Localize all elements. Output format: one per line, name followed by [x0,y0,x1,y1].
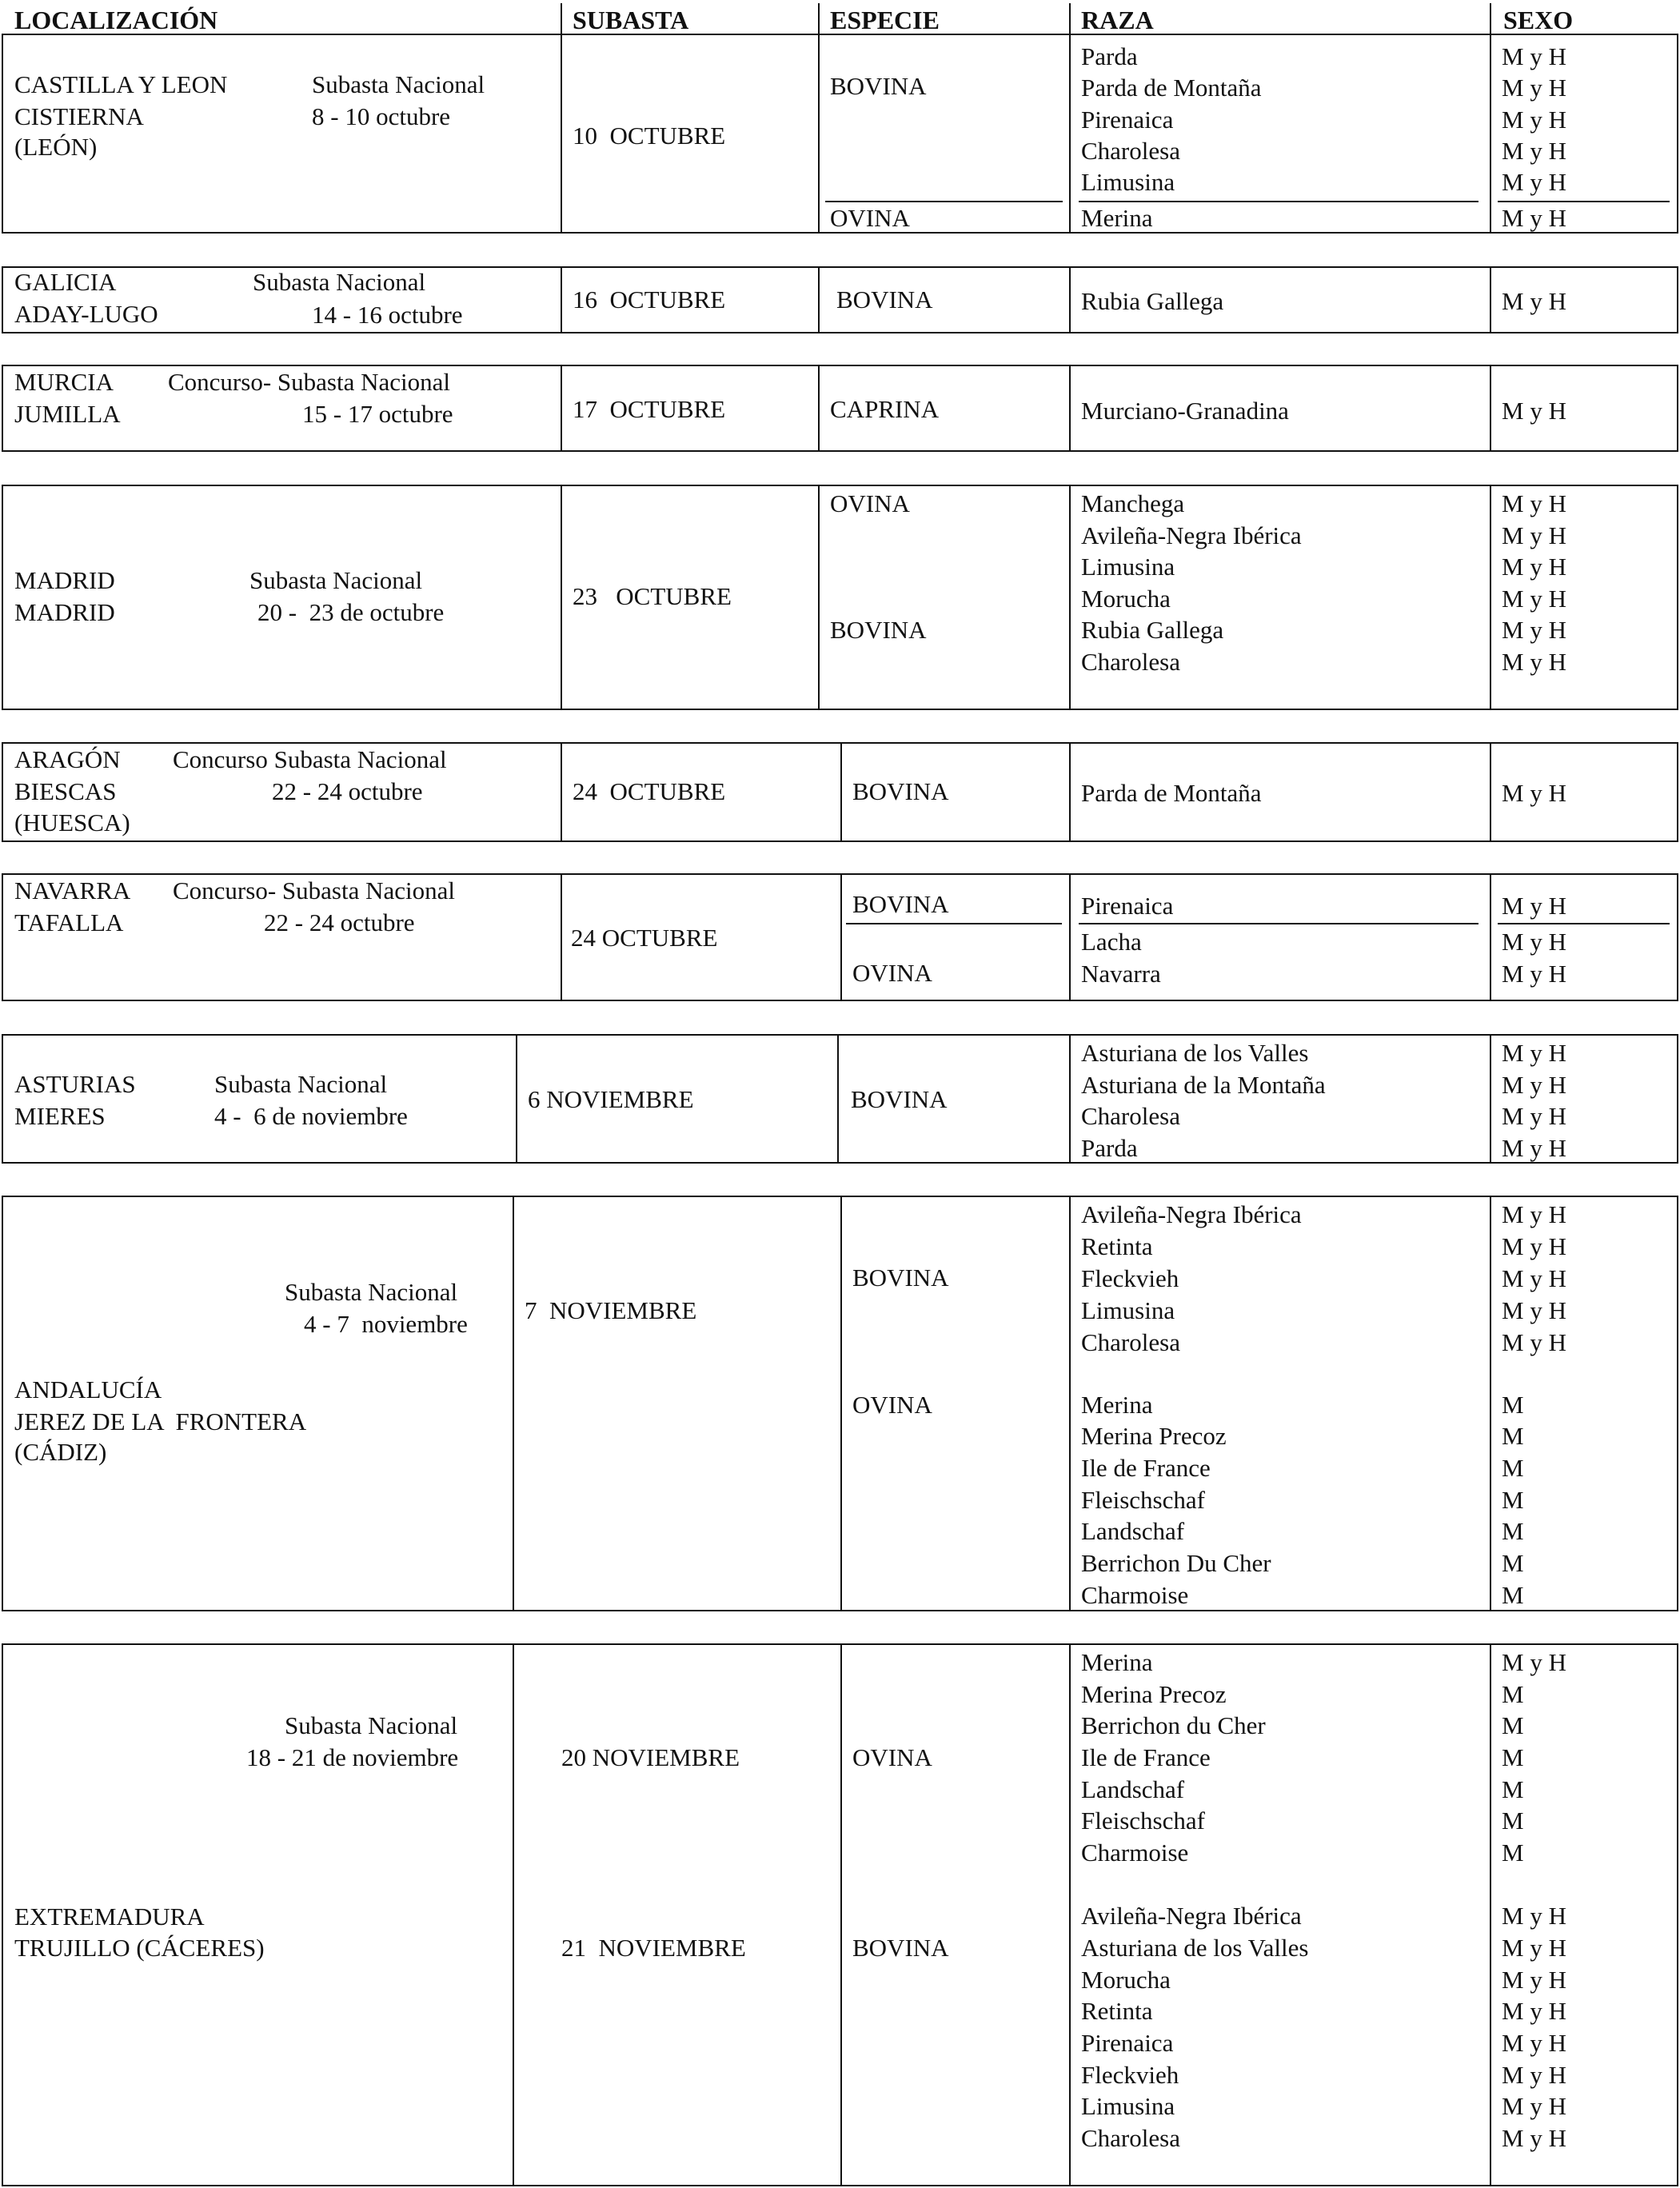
sexo-item: M y H [1502,648,1566,676]
raza-item: Retinta [1081,1232,1153,1260]
raza-item: Retinta [1081,1997,1153,2025]
sexo-item: M y H [1502,960,1566,988]
province-name: (HUESCA) [14,809,130,836]
sexo-item: M y H [1502,553,1566,581]
column-divider [561,873,562,1001]
column-divider [818,266,820,333]
sexo-item: M y H [1502,1902,1566,1930]
column-divider [561,266,562,333]
sexo-item: M y H [1502,1328,1566,1356]
header-localizacion: LOCALIZACIÓN [14,6,218,34]
header-raza: RAZA [1081,6,1154,34]
event-dates: 20 - 23 de octubre [257,598,445,626]
event-dates: 14 - 16 octubre [312,301,463,329]
subasta-date: 6 NOVIEMBRE [528,1085,694,1113]
event-dates: 22 - 24 octubre [272,777,423,805]
column-divider [840,1196,842,1611]
city-name: JEREZ DE LA FRONTERA [14,1407,307,1435]
column-divider [840,742,842,842]
column-divider [561,365,562,452]
raza-item: Charolesa [1081,1328,1180,1356]
raza-item: Charmoise [1081,1839,1189,1867]
column-divider [1490,873,1491,1001]
header-divider [1490,3,1491,34]
sexo-item: M y H [1502,1648,1566,1676]
province-name: (CÁDIZ) [14,1438,107,1466]
raza-item: Berrichon du Cher [1081,1711,1266,1739]
column-divider [1490,266,1491,333]
sexo-item: M y H [1502,779,1566,807]
sexo-item: M y H [1502,42,1566,70]
sexo-item: M [1502,1391,1524,1419]
sexo-item: M y H [1502,521,1566,549]
city-name: MIERES [14,1102,106,1130]
column-divider [1069,34,1071,234]
event-type: Subasta Nacional [312,70,485,98]
raza-item: Rubia Gallega [1081,287,1224,315]
city-name: TRUJILLO (CÁCERES) [14,1934,265,1962]
sexo-item: M y H [1502,1264,1566,1292]
subasta-date: 17 OCTUBRE [573,395,726,423]
especie-label: OVINA [830,204,910,232]
sexo-item: M [1502,1743,1524,1771]
raza-item: Landschaf [1081,1775,1185,1803]
sexo-item: M y H [1502,1039,1566,1067]
raza-item: Pirenaica [1081,106,1174,134]
province-name: (LEÓN) [14,133,98,161]
column-divider [1069,873,1071,1001]
header-especie: ESPECIE [830,6,940,34]
raza-item: Avileña-Negra Ibérica [1081,1902,1302,1930]
raza-item: Fleischschaf [1081,1807,1205,1835]
raza-item: Asturiana de los Valles [1081,1934,1309,1962]
raza-item: Merina Precoz [1081,1422,1227,1450]
column-divider [1490,485,1491,710]
region-name: MADRID [14,566,115,594]
subasta-date: 24 OCTUBRE [573,777,726,805]
especie-label: OVINA [830,489,910,517]
raza-item: Avileña-Negra Ibérica [1081,1200,1302,1228]
species-separator [1498,923,1670,924]
raza-item: Parda [1081,42,1138,70]
sexo-item: M y H [1502,106,1566,134]
column-divider [1490,1196,1491,1611]
sexo-item: M [1502,1775,1524,1803]
raza-item: Manchega [1081,489,1185,517]
raza-item: Asturiana de los Valles [1081,1039,1309,1067]
sexo-item: M y H [1502,489,1566,517]
region-name: EXTREMADURA [14,1903,205,1930]
especie-label: OVINA [852,959,932,987]
raza-item: Avileña-Negra Ibérica [1081,521,1302,549]
region-name: ASTURIAS [14,1070,136,1098]
sexo-item: M [1502,1807,1524,1835]
sexo-item: M y H [1502,1997,1566,2025]
city-name: ADAY-LUGO [14,300,158,328]
city-name: BIESCAS [14,777,117,805]
sexo-item: M [1502,1549,1524,1577]
raza-item: Navarra [1081,960,1161,988]
raza-item: Asturiana de la Montaña [1081,1071,1326,1099]
column-divider [1490,742,1491,842]
column-divider [1490,34,1491,234]
column-divider [1069,365,1071,452]
column-divider [1069,1643,1071,2186]
raza-item: Charmoise [1081,1581,1189,1609]
sexo-item: M y H [1502,168,1566,196]
raza-item: Morucha [1081,1966,1171,1994]
sexo-item: M [1502,1839,1524,1867]
sexo-item: M [1502,1711,1524,1739]
species-separator [846,923,1062,924]
column-divider [1490,365,1491,452]
subasta-date: 23 OCTUBRE [573,582,732,610]
column-divider [561,742,562,842]
event-dates: 15 - 17 octubre [302,400,453,428]
sexo-item: M y H [1502,74,1566,102]
raza-item: Charolesa [1081,2124,1180,2152]
sexo-item: M y H [1502,928,1566,956]
column-divider [818,34,820,234]
raza-item: Limusina [1081,168,1175,196]
raza-item: Parda de Montaña [1081,74,1262,102]
column-divider [1069,485,1071,710]
raza-item: Charolesa [1081,137,1180,165]
subasta-date: 10 OCTUBRE [573,122,726,150]
sexo-item: M y H [1502,616,1566,644]
column-divider [837,1034,839,1164]
event-dates: 4 - 7 noviembre [304,1310,468,1338]
especie-label: BOVINA [830,72,927,100]
especie-label: BOVINA [852,777,949,805]
column-divider [513,1196,514,1611]
raza-item: Fleckvieh [1081,2061,1179,2089]
especie-label: CAPRINA [830,395,940,423]
especie-label: BOVINA [852,1934,949,1962]
raza-item: Fleischschaf [1081,1486,1205,1514]
especie-label: BOVINA [851,1085,948,1113]
header-divider [818,3,820,34]
column-divider [561,34,562,234]
sexo-item: M [1502,1422,1524,1450]
header-divider [1069,3,1071,34]
sexo-item: M y H [1502,585,1566,613]
raza-item: Limusina [1081,2092,1175,2120]
raza-item: Lacha [1081,928,1142,956]
sexo-item: M y H [1502,1134,1566,1162]
header-sexo: SEXO [1503,6,1574,34]
event-type: Subasta Nacional [285,1711,458,1739]
event-dates: 22 - 24 octubre [264,908,415,936]
sexo-item: M y H [1502,204,1566,232]
sexo-item: M y H [1502,1200,1566,1228]
column-divider [818,365,820,452]
sexo-item: M [1502,1486,1524,1514]
region-name: CASTILLA Y LEON [14,70,228,98]
event-dates: 8 - 10 octubre [312,102,451,130]
especie-label: BOVINA [830,616,927,644]
city-name: TAFALLA [14,908,124,936]
column-divider [513,1643,514,2186]
sexo-item: M [1502,1680,1524,1708]
raza-item: Merina [1081,1391,1153,1419]
column-divider [561,485,562,710]
species-separator [1079,923,1478,924]
sexo-item: M [1502,1454,1524,1482]
column-divider [840,873,842,1001]
especie-label: BOVINA [852,1264,949,1292]
especie-label: OVINA [852,1391,932,1419]
subasta-date: 24 OCTUBRE [571,924,718,952]
event-type: Subasta Nacional [249,566,423,594]
sexo-item: M y H [1502,1934,1566,1962]
raza-item: Merina [1081,204,1153,232]
region-name: ANDALUCÍA [14,1375,162,1403]
subasta-date: 7 NOVIEMBRE [525,1296,697,1324]
raza-item: Charolesa [1081,1102,1180,1130]
event-dates: 4 - 6 de noviembre [214,1102,408,1130]
especie-label: BOVINA [836,285,933,313]
raza-item: Landschaf [1081,1517,1185,1545]
raza-item: Rubia Gallega [1081,616,1224,644]
sexo-item: M y H [1502,2061,1566,2089]
column-divider [1490,1643,1491,2186]
raza-item: Pirenaica [1081,2029,1174,2057]
subasta-date: 21 NOVIEMBRE [561,1934,746,1962]
raza-item: Berrichon Du Cher [1081,1549,1271,1577]
sexo-item: M y H [1502,1071,1566,1099]
sexo-item: M y H [1502,1102,1566,1130]
header-subasta: SUBASTA [573,6,689,34]
city-name: CISTIERNA [14,102,144,130]
sexo-item: M y H [1502,1296,1566,1324]
region-name: MURCIA [14,368,114,396]
especie-label: OVINA [852,1743,932,1771]
event-type: Concurso- Subasta Nacional [173,876,455,904]
subasta-date: 20 NOVIEMBRE [561,1743,740,1771]
raza-item: Ile de France [1081,1743,1211,1771]
region-name: GALICIA [14,268,117,296]
especie-label: BOVINA [852,890,949,918]
raza-item: Morucha [1081,585,1171,613]
region-name: ARAGÓN [14,745,121,773]
sexo-item: M y H [1502,397,1566,425]
column-divider [818,485,820,710]
raza-item: Merina Precoz [1081,1680,1227,1708]
raza-item: Ile de France [1081,1454,1211,1482]
sexo-item: M y H [1502,137,1566,165]
raza-item: Parda de Montaña [1081,779,1262,807]
raza-item: Fleckvieh [1081,1264,1179,1292]
event-type: Subasta Nacional [253,268,426,296]
column-divider [1069,742,1071,842]
raza-item: Pirenaica [1081,892,1174,920]
header-divider [561,3,562,34]
sexo-item: M y H [1502,2092,1566,2120]
city-name: JUMILLA [14,400,121,428]
event-type: Subasta Nacional [285,1278,458,1306]
raza-item: Murciano-Granadina [1081,397,1289,425]
column-divider [1069,1196,1071,1611]
event-type: Concurso- Subasta Nacional [168,368,450,396]
column-divider [1490,1034,1491,1164]
raza-item: Limusina [1081,1296,1175,1324]
subasta-date: 16 OCTUBRE [573,285,726,313]
column-divider [516,1034,517,1164]
sexo-item: M [1502,1581,1524,1609]
sexo-item: M y H [1502,287,1566,315]
city-name: MADRID [14,598,115,626]
sexo-item: M y H [1502,892,1566,920]
event-type: Concurso Subasta Nacional [173,745,447,773]
sexo-item: M [1502,1517,1524,1545]
column-divider [840,1643,842,2186]
sexo-item: M y H [1502,1232,1566,1260]
event-type: Subasta Nacional [214,1070,388,1098]
sexo-item: M y H [1502,2124,1566,2152]
raza-item: Charolesa [1081,648,1180,676]
raza-item: Limusina [1081,553,1175,581]
raza-item: Merina [1081,1648,1153,1676]
column-divider [1069,1034,1071,1164]
sexo-item: M y H [1502,2029,1566,2057]
sexo-item: M y H [1502,1966,1566,1994]
column-divider [1069,266,1071,333]
event-dates: 18 - 21 de noviembre [246,1743,459,1771]
raza-item: Parda [1081,1134,1138,1162]
region-name: NAVARRA [14,876,131,904]
